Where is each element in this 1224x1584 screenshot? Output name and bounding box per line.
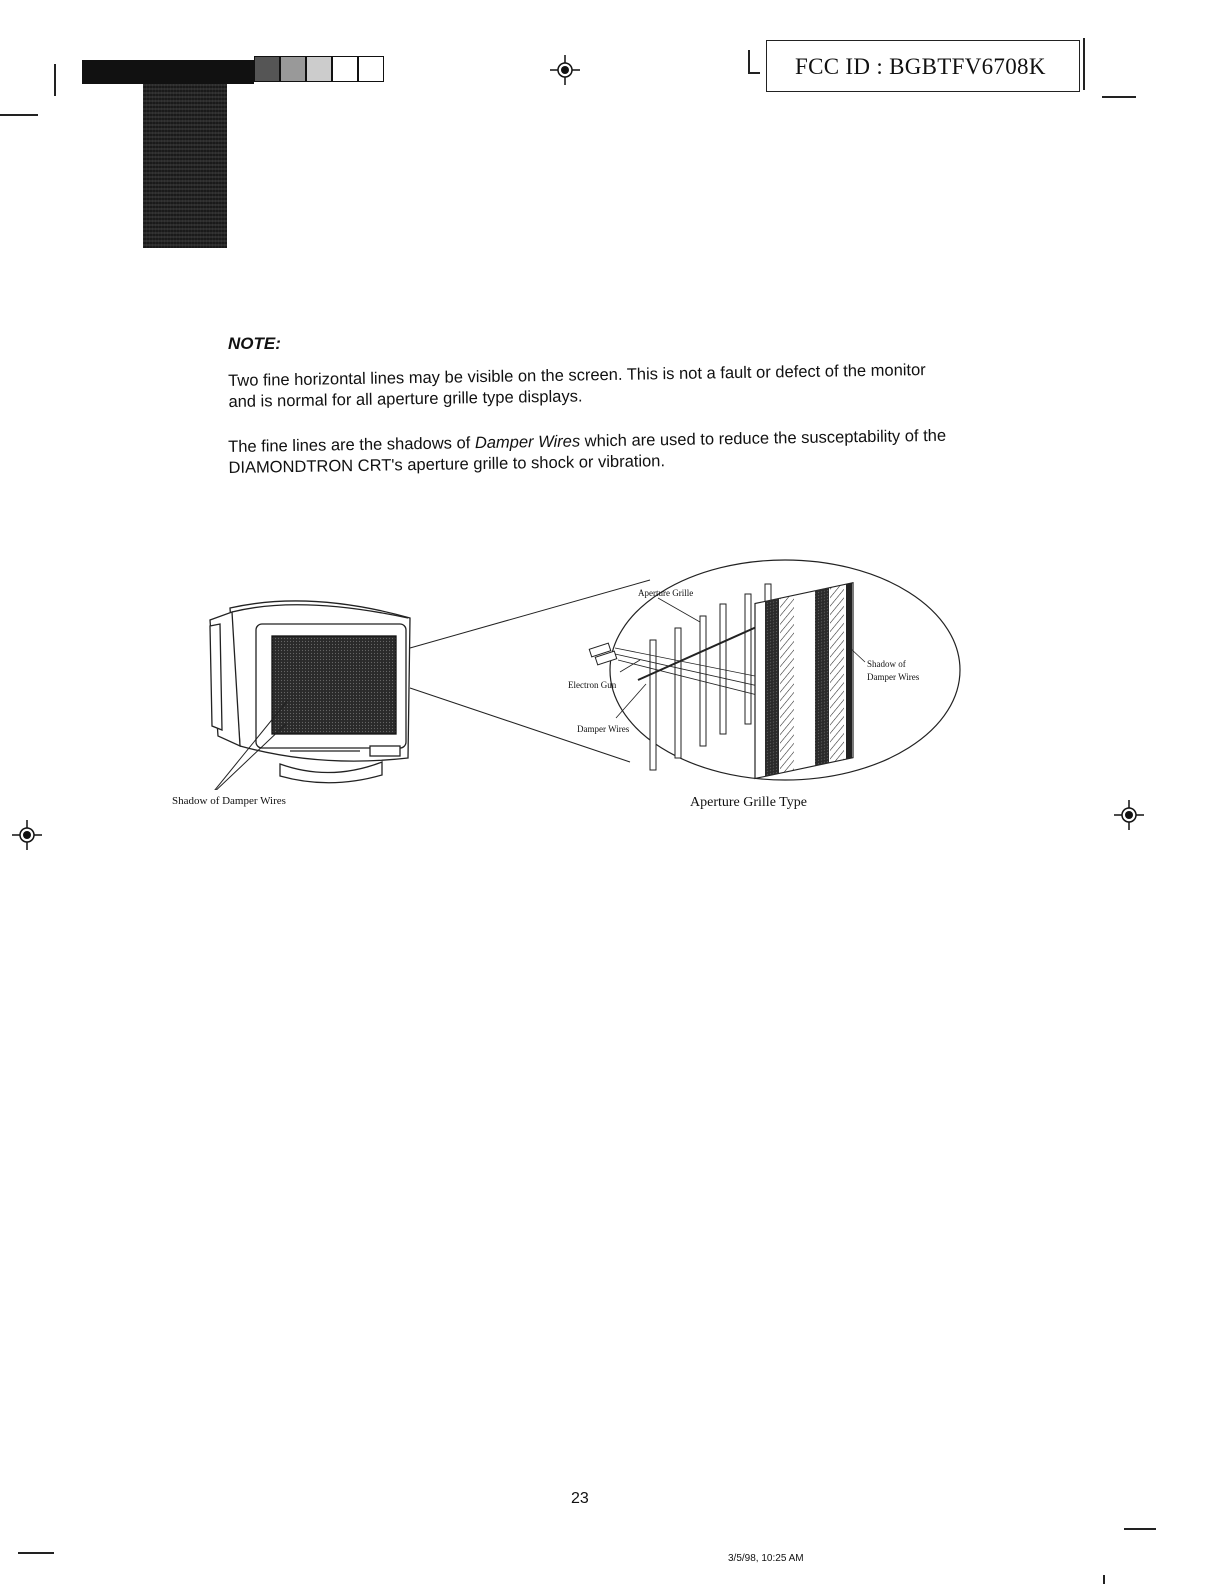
tone-swatches — [254, 56, 384, 82]
para2-emphasis: Damper Wires — [474, 432, 581, 453]
fcc-rule — [1083, 38, 1085, 90]
fcc-id-label: FCC ID : BGBTFV6708K — [766, 40, 1080, 92]
label-aperture-grille: Aperture Grille — [638, 588, 694, 598]
margin-rule-left — [0, 114, 38, 116]
margin-tick-left — [54, 64, 56, 96]
registration-mark-icon — [12, 820, 42, 850]
screen-panel — [755, 583, 853, 779]
label-electron-gun: Electron Gun — [568, 680, 617, 690]
registration-mark-icon — [1114, 800, 1144, 830]
para2-text-before: The fine lines are the shadows of — [228, 434, 476, 456]
swatch — [280, 56, 306, 82]
label-shadow-line1: Shadow of — [867, 659, 906, 669]
aperture-grille-diagram — [160, 550, 980, 790]
margin-rule-right — [1102, 96, 1136, 98]
note-paragraph-2 — [228, 426, 949, 479]
label-damper-wires: Damper Wires — [577, 724, 630, 734]
swatch — [358, 56, 384, 82]
swatch — [254, 56, 280, 82]
swatch — [306, 56, 332, 82]
margin-tick-bottom-right — [1103, 1575, 1105, 1584]
page-number: 23 — [571, 1490, 589, 1507]
print-timestamp: 3/5/98, 10:25 AM — [728, 1553, 804, 1564]
label-shadow-line2: Damper Wires — [867, 672, 920, 682]
registration-mark-icon — [550, 55, 580, 85]
para2-text-after: which are used to reduce the susceptability of the DIAMONDTRON CRT's aperture grille to shock or vibration. — [228, 426, 947, 477]
zoom-line-top — [410, 580, 650, 648]
caption-shadow-of-damper-wires: Shadow of Damper Wires — [172, 795, 286, 807]
margin-rule-bottom-right — [1124, 1528, 1156, 1530]
note-paragraph-1: Two fine horizontal lines may be visible on the screen. This is not a fault or defect of the monitor and is normal for all aperture grille type displays. — [228, 361, 926, 411]
monitor-illustration — [210, 601, 410, 783]
note-heading: NOTE: — [228, 334, 281, 353]
header-bar — [82, 60, 254, 84]
header-block — [143, 84, 227, 248]
margin-rule-bottom-left — [18, 1552, 54, 1554]
caption-aperture-grille-type: Aperture Grille Type — [690, 795, 807, 810]
fcc-bracket — [748, 50, 760, 74]
swatch — [332, 56, 358, 82]
